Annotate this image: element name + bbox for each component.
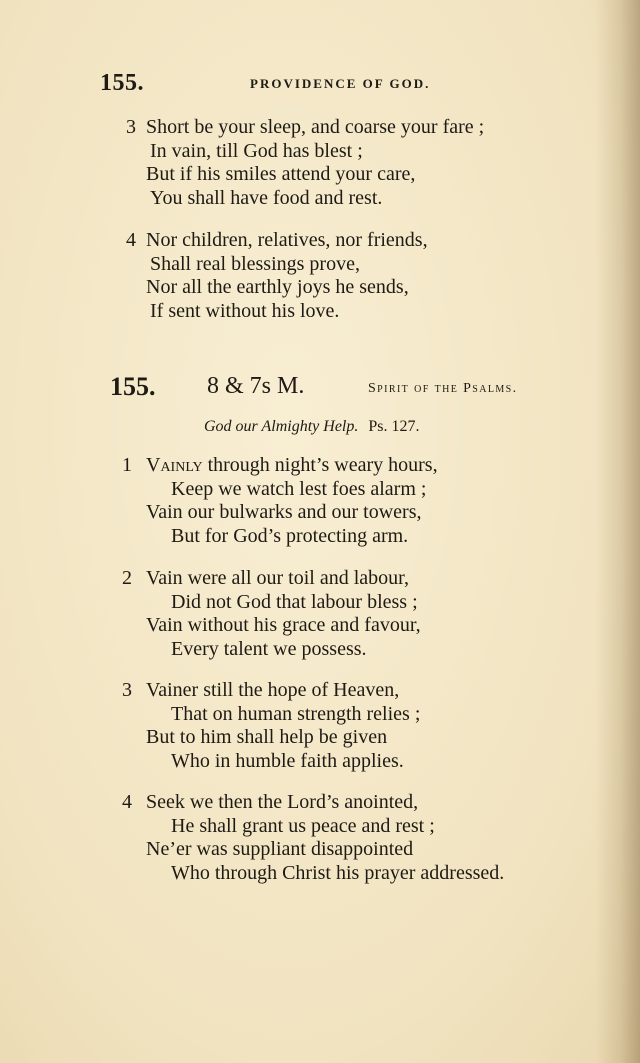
- stanza-line: In vain, till God has blest ;: [150, 139, 363, 162]
- stanza-line-text: Vainer still the hope of Heaven,: [146, 679, 400, 701]
- stanza-line: You shall have food and rest.: [150, 186, 383, 209]
- stanza-line-text: Seek we then the Lord’s anointed,: [146, 791, 419, 813]
- stanza-line: [122, 567, 421, 591]
- stanza-line: [126, 229, 428, 253]
- stanza-line: He shall grant us peace and rest ;: [171, 814, 435, 837]
- stanza-number: 3: [122, 679, 132, 701]
- page-header: [100, 70, 560, 96]
- stanza-line: But if his smiles attend your care,: [146, 163, 416, 185]
- hymn-stanza-4: [122, 791, 504, 885]
- previous-hymn-stanza-4: [126, 229, 428, 323]
- stanza-line: Vain without his grace and favour,: [146, 614, 421, 636]
- stanza-line-text: Vain were all our toil and labour,: [146, 567, 410, 589]
- hymn-stanza-2: [122, 567, 421, 661]
- stanza-line: But to him shall help be given: [146, 726, 388, 748]
- stanza-number: 1: [122, 454, 132, 476]
- stanza-line: Who through Christ his prayer addressed.: [171, 861, 505, 884]
- page-number: 155.: [100, 70, 144, 96]
- stanza-number: 4: [122, 791, 132, 813]
- hymn-source: Spirit of the Psalms.: [368, 381, 518, 396]
- stanza-line: Nor all the earthly joys he sends,: [146, 276, 409, 298]
- scripture-reference: Ps. 127.: [368, 418, 420, 435]
- stanza-line: Who in humble faith applies.: [171, 749, 404, 772]
- stanza-line: But for God’s protecting arm.: [171, 524, 409, 547]
- stanza-line-text: through night’s weary hours,: [202, 454, 438, 476]
- stanza-line: Vain our bulwarks and our towers,: [146, 501, 422, 523]
- stanza-line: [122, 679, 420, 703]
- stanza-line-text: Nor children, relatives, nor friends,: [146, 229, 428, 251]
- stanza-line: [122, 791, 504, 815]
- stanza-number: 4: [126, 229, 136, 251]
- stanza-line: Ne’er was suppliant disappointed: [146, 838, 414, 860]
- stanza-number: 2: [122, 567, 132, 589]
- stanza-line: Keep we watch lest foes alarm ;: [171, 477, 427, 500]
- previous-hymn-stanza-3: [126, 116, 484, 210]
- stanza-line: Did not God that labour bless ;: [171, 590, 418, 613]
- running-head: PROVIDENCE OF GOD.: [250, 76, 431, 91]
- stanza-line: [122, 454, 438, 478]
- hymn-number: 155.: [110, 372, 156, 401]
- stanza-line: If sent without his love.: [150, 299, 340, 322]
- hymn-meter: 8 & 7s M.: [207, 373, 305, 399]
- first-word-smallcaps: Vainly: [146, 454, 203, 476]
- stanza-line: That on human strength relies ;: [171, 702, 421, 725]
- stanza-number: 3: [126, 116, 136, 138]
- stanza-line: Shall real blessings prove,: [150, 252, 360, 275]
- hymn-heading: [110, 372, 580, 402]
- hymn-stanza-1: [122, 454, 438, 548]
- hymn-title: [204, 418, 419, 436]
- stanza-line: Every talent we possess.: [171, 637, 367, 660]
- stanza-line: [126, 116, 484, 140]
- stanza-line-text: Short be your sleep, and coarse your fare ;: [146, 116, 485, 138]
- hymn-stanza-3: [122, 679, 420, 773]
- hymn-title-text: God our Almighty Help.: [204, 418, 359, 435]
